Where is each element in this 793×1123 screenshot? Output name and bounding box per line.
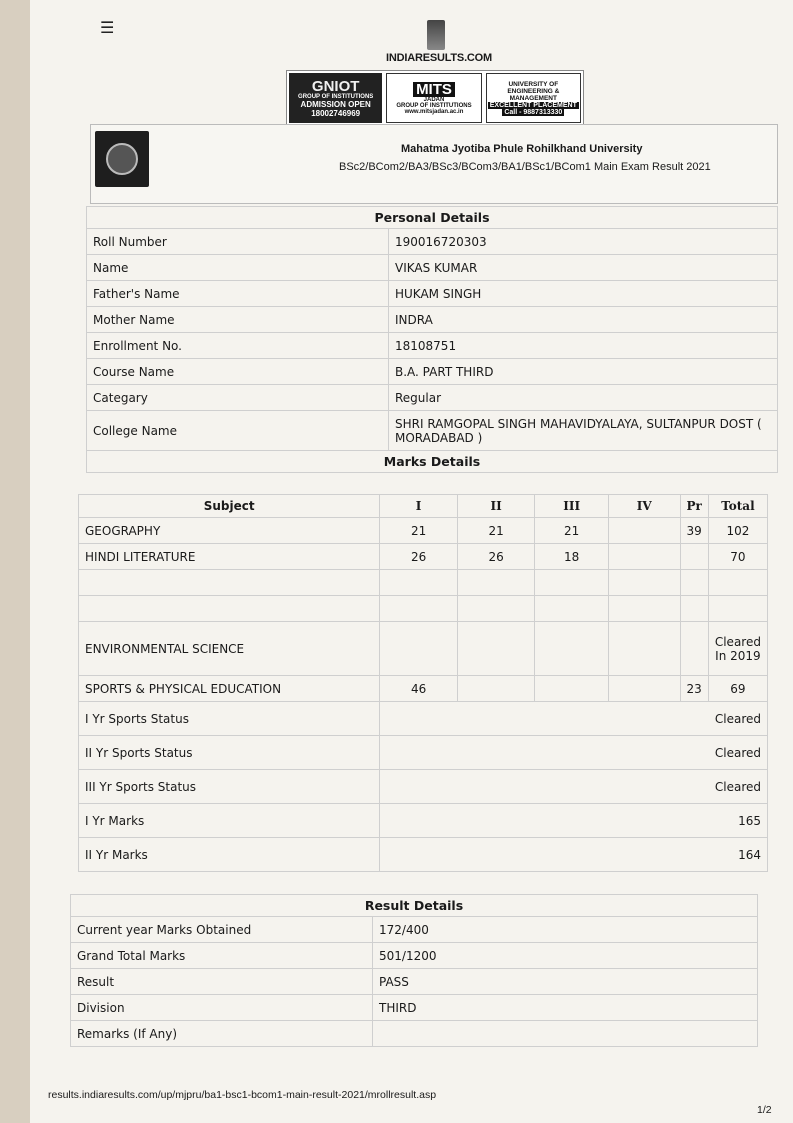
row-value: PASS bbox=[373, 969, 758, 995]
cell-total bbox=[708, 596, 767, 622]
university-header bbox=[90, 124, 778, 204]
cell-total: 69 bbox=[708, 676, 767, 702]
cell-iii bbox=[535, 622, 609, 676]
col-header-pr: Pr bbox=[680, 495, 708, 518]
cell-i bbox=[380, 570, 458, 596]
site-logo-text: INDIARESULTS.COM bbox=[386, 52, 492, 64]
table-row bbox=[87, 229, 778, 255]
cell-ii bbox=[457, 596, 535, 622]
table-row bbox=[87, 385, 778, 411]
row-label: Roll Number bbox=[87, 229, 389, 255]
ad-gniot[interactable] bbox=[289, 73, 382, 123]
cell-iii: 18 bbox=[535, 544, 609, 570]
ad-uem-line1: EXCELLENT PLACEMENT bbox=[489, 101, 577, 109]
cell-ii: 26 bbox=[457, 544, 535, 570]
table-row bbox=[79, 736, 768, 770]
row-value: HUKAM SINGH bbox=[389, 281, 778, 307]
table-row bbox=[79, 544, 768, 570]
status-value: Cleared bbox=[380, 770, 768, 804]
col-header-ii: II bbox=[457, 495, 535, 518]
table-row bbox=[79, 596, 768, 622]
cell-iii: 21 bbox=[535, 518, 609, 544]
site-logo[interactable] bbox=[386, 20, 492, 64]
cell-iii bbox=[535, 676, 609, 702]
cell-i: 26 bbox=[380, 544, 458, 570]
cell-total: 102 bbox=[708, 518, 767, 544]
table-row bbox=[87, 281, 778, 307]
cell-ii bbox=[457, 676, 535, 702]
cell-iv bbox=[608, 518, 680, 544]
status-label: I Yr Marks bbox=[79, 804, 380, 838]
cell-subject bbox=[79, 596, 380, 622]
cell-ii bbox=[457, 570, 535, 596]
table-row bbox=[71, 1021, 758, 1047]
status-value: 165 bbox=[380, 804, 768, 838]
status-value: Cleared bbox=[380, 736, 768, 770]
row-label: Enrollment No. bbox=[87, 333, 389, 359]
page-number: 1/2 bbox=[757, 1104, 772, 1116]
cell-ii bbox=[457, 622, 535, 676]
row-value: VIKAS KUMAR bbox=[389, 255, 778, 281]
cell-pr: 23 bbox=[680, 676, 708, 702]
university-emblem-icon bbox=[95, 131, 149, 187]
result-details-table bbox=[70, 894, 758, 1047]
cell-total: 70 bbox=[708, 544, 767, 570]
row-value: B.A. PART THIRD bbox=[389, 359, 778, 385]
ad-banner[interactable] bbox=[286, 70, 584, 126]
marks-details-table bbox=[78, 494, 768, 872]
row-label: Result bbox=[71, 969, 373, 995]
cell-subject: HINDI LITERATURE bbox=[79, 544, 380, 570]
col-header-subject: Subject bbox=[79, 495, 380, 518]
site-logo-mark-icon bbox=[427, 20, 445, 50]
cell-i bbox=[380, 596, 458, 622]
table-row bbox=[87, 307, 778, 333]
cell-i: 46 bbox=[380, 676, 458, 702]
row-value: SHRI RAMGOPAL SINGH MAHAVIDYALAYA, SULTANPUR DOST ( MORADABAD ) bbox=[389, 411, 778, 451]
table-row bbox=[79, 770, 768, 804]
table-row bbox=[79, 838, 768, 872]
ad-gniot-line2: 18002746969 bbox=[311, 108, 361, 118]
cell-pr bbox=[680, 596, 708, 622]
ad-mits-line2: www.mitsjadan.ac.in bbox=[404, 108, 464, 115]
cell-total bbox=[708, 570, 767, 596]
cell-pr bbox=[680, 570, 708, 596]
row-label: Course Name bbox=[87, 359, 389, 385]
status-label: II Yr Sports Status bbox=[79, 736, 380, 770]
cell-ii: 21 bbox=[457, 518, 535, 544]
ad-mits-name: MITS bbox=[413, 82, 455, 97]
col-header-total: Total bbox=[708, 495, 767, 518]
hamburger-menu-icon[interactable]: ☰ bbox=[100, 18, 115, 37]
row-label: Grand Total Marks bbox=[71, 943, 373, 969]
cell-subject: GEOGRAPHY bbox=[79, 518, 380, 544]
row-value: 501/1200 bbox=[373, 943, 758, 969]
table-row bbox=[87, 333, 778, 359]
table-row bbox=[71, 917, 758, 943]
status-label: III Yr Sports Status bbox=[79, 770, 380, 804]
cell-total: Cleared In 2019 bbox=[708, 622, 767, 676]
row-value: 190016720303 bbox=[389, 229, 778, 255]
status-value: Cleared bbox=[380, 702, 768, 736]
table-row bbox=[87, 255, 778, 281]
ad-gniot-sub: GROUP OF INSTITUTIONS bbox=[298, 93, 374, 100]
table-row bbox=[79, 702, 768, 736]
table-row bbox=[79, 804, 768, 838]
cell-subject: ENVIRONMENTAL SCIENCE bbox=[79, 622, 380, 676]
col-header-iii: III bbox=[535, 495, 609, 518]
ad-gniot-name: GNIOT bbox=[311, 77, 360, 95]
cell-i: 21 bbox=[380, 518, 458, 544]
status-label: II Yr Marks bbox=[79, 838, 380, 872]
cell-i bbox=[380, 622, 458, 676]
ad-mits-line1: GROUP OF INSTITUTIONS bbox=[396, 102, 472, 109]
status-value: 164 bbox=[380, 838, 768, 872]
result-details-title: Result Details bbox=[71, 895, 758, 917]
table-row bbox=[79, 622, 768, 676]
row-label: Father's Name bbox=[87, 281, 389, 307]
row-value: INDRA bbox=[389, 307, 778, 333]
row-value: Regular bbox=[389, 385, 778, 411]
cell-iv bbox=[608, 622, 680, 676]
row-value bbox=[373, 1021, 758, 1047]
table-row bbox=[79, 518, 768, 544]
ad-uem-name: UNIVERSITY OF ENGINEERING & MANAGEMENT bbox=[507, 80, 560, 102]
table-row bbox=[71, 995, 758, 1021]
cell-subject bbox=[79, 570, 380, 596]
row-value: 172/400 bbox=[373, 917, 758, 943]
exam-name: BSc2/BCom2/BA3/BSc3/BCom3/BA1/BSc1/BCom1 Main Exam Result 2021 bbox=[339, 161, 711, 173]
table-row bbox=[79, 676, 768, 702]
ad-uem[interactable] bbox=[486, 73, 581, 123]
row-label: Mother Name bbox=[87, 307, 389, 333]
table-row bbox=[87, 359, 778, 385]
ad-mits[interactable] bbox=[386, 73, 481, 123]
marks-details-title: Marks Details bbox=[87, 451, 778, 473]
cell-iii bbox=[535, 570, 609, 596]
table-row bbox=[79, 570, 768, 596]
row-label: Remarks (If Any) bbox=[71, 1021, 373, 1047]
table-row bbox=[87, 411, 778, 451]
row-label: Name bbox=[87, 255, 389, 281]
cell-iv bbox=[608, 544, 680, 570]
table-row bbox=[71, 943, 758, 969]
row-value: 18108751 bbox=[389, 333, 778, 359]
table-row bbox=[71, 969, 758, 995]
personal-details-table bbox=[86, 206, 778, 473]
cell-iv bbox=[608, 676, 680, 702]
cell-iv bbox=[608, 596, 680, 622]
marks-header-row bbox=[79, 495, 768, 518]
footer-url: results.indiaresults.com/up/mjpru/ba1-bsc1-bcom1-main-result-2021/mrollresult.asp bbox=[48, 1089, 437, 1101]
cell-pr: 39 bbox=[680, 518, 708, 544]
row-label: College Name bbox=[87, 411, 389, 451]
row-label: Current year Marks Obtained bbox=[71, 917, 373, 943]
status-label: I Yr Sports Status bbox=[79, 702, 380, 736]
col-header-i: I bbox=[380, 495, 458, 518]
cell-iv bbox=[608, 570, 680, 596]
cell-iii bbox=[535, 596, 609, 622]
university-name: Mahatma Jyotiba Phule Rohilkhand University bbox=[401, 143, 643, 155]
ad-uem-line2: Call - 9887313330 bbox=[504, 108, 563, 116]
ad-mits-sub: JADAN bbox=[423, 96, 445, 103]
cell-subject: SPORTS & PHYSICAL EDUCATION bbox=[79, 676, 380, 702]
col-header-iv: IV bbox=[608, 495, 680, 518]
row-label: Categary bbox=[87, 385, 389, 411]
personal-details-title: Personal Details bbox=[87, 207, 778, 229]
row-label: Division bbox=[71, 995, 373, 1021]
cell-pr bbox=[680, 622, 708, 676]
row-value: THIRD bbox=[373, 995, 758, 1021]
cell-pr bbox=[680, 544, 708, 570]
ad-gniot-line1: ADMISSION OPEN bbox=[300, 99, 371, 109]
